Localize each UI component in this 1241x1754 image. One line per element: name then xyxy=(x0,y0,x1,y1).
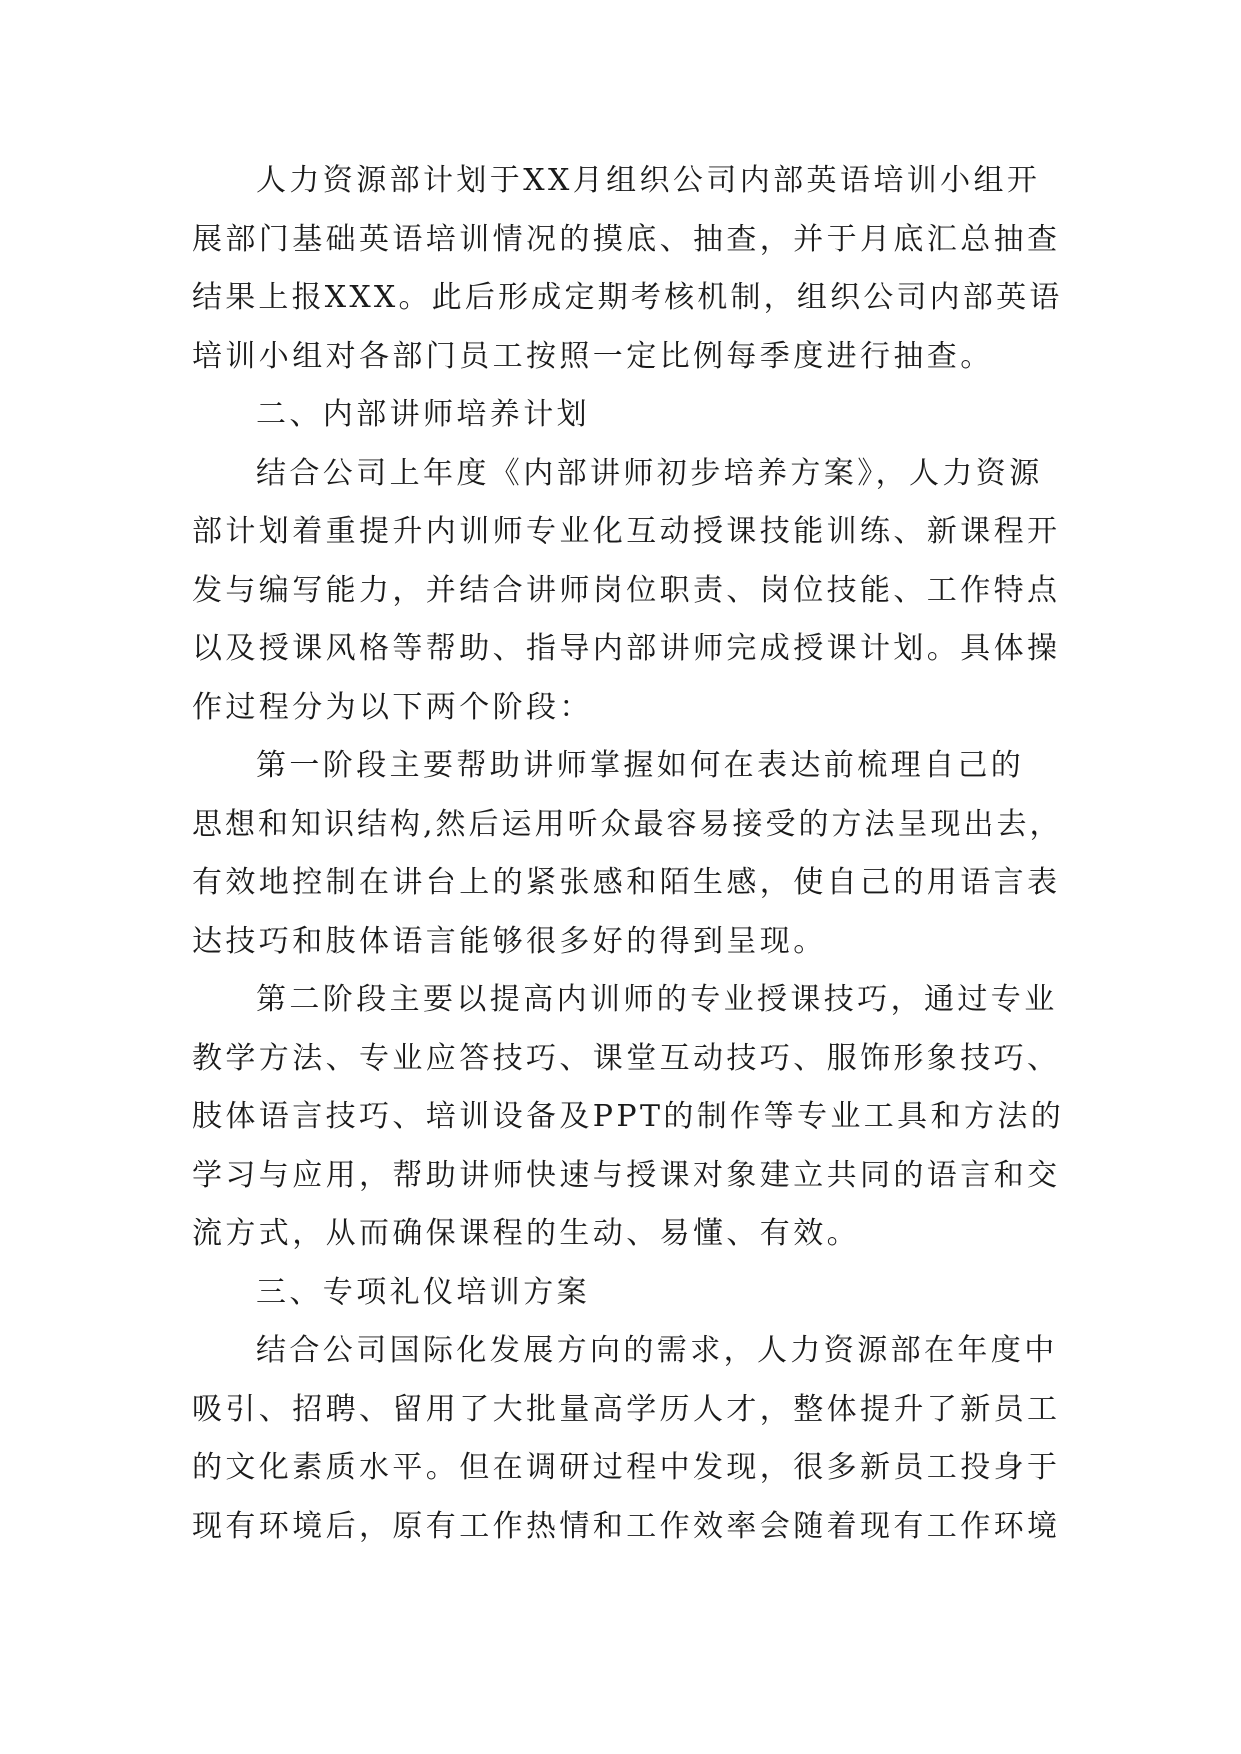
text-line: 结合公司上年度《内部讲师初步培养方案》，人力资源 xyxy=(256,455,1043,491)
section-heading-3 xyxy=(192,1264,1064,1323)
paragraph-section-2 xyxy=(192,445,1064,738)
section-heading-2 xyxy=(192,386,1064,445)
text-line: 流方式，从而确保课程的生动、易懂、有效。 xyxy=(192,1216,860,1251)
text-line: 培训小组对各部门员工按照一定比例每季度进行抽查。 xyxy=(192,338,994,374)
text-line: 作过程分为以下两个阶段： xyxy=(192,689,593,725)
heading-line: 三、专项礼仪培训方案 xyxy=(256,1274,590,1310)
text-line: 学习与应用，帮助讲师快速与授课对象建立共同的语言和交 xyxy=(192,1157,1061,1193)
text-line: 展部门基础英语培训情况的摸底、抽查，并于月底汇总抽查 xyxy=(192,221,1061,257)
paragraph-section-3 xyxy=(192,1322,1064,1556)
paragraph-stage-1 xyxy=(192,737,1064,971)
text-line: 肢体语言技巧、培训设备及PPT的制作等专业工具和方法的 xyxy=(192,1099,1065,1134)
text-line: 部计划着重提升内训师专业化互动授课技能训练、新课程开 xyxy=(192,514,1061,549)
text-line: 吸引、招聘、留用了大批量高学历人才，整体提升了新员工 xyxy=(192,1391,1061,1427)
text-line: 结果上报XXX。此后形成定期考核机制，组织公司内部英语 xyxy=(192,280,1063,315)
text-line: 现有环境后，原有工作热情和工作效率会随着现有工作环境 xyxy=(192,1508,1061,1544)
text-line: 教学方法、专业应答技巧、课堂互动技巧、服饰形象技巧、 xyxy=(192,1040,1061,1076)
text-line: 思想和知识结构,然后运用听众最容易接受的方法呈现出去， xyxy=(192,806,1063,842)
text-line: 以及授课风格等帮助、指导内部讲师完成授课计划。具体操 xyxy=(192,631,1061,666)
text-line: 达技巧和肢体语言能够很多好的得到呈现。 xyxy=(192,923,827,959)
paragraph-stage-2 xyxy=(192,971,1064,1264)
text-line: 第二阶段主要以提高内训师的专业授课技巧，通过专业 xyxy=(256,982,1058,1017)
document-body xyxy=(192,152,1064,1556)
text-line: 的文化素质水平。但在调研过程中发现，很多新员工投身于 xyxy=(192,1450,1061,1485)
text-line: 人力资源部计划于XX月组织公司内部英语培训小组开 xyxy=(256,163,1041,198)
text-line: 结合公司国际化发展方向的需求，人力资源部在年度中 xyxy=(256,1333,1058,1368)
text-line: 发与编写能力，并结合讲师岗位职责、岗位技能、工作特点 xyxy=(192,572,1061,608)
text-line: 第一阶段主要帮助讲师掌握如何在表达前梳理自己的 xyxy=(256,748,1025,783)
heading-line: 二、内部讲师培养计划 xyxy=(256,397,590,432)
text-line: 有效地控制在讲台上的紧张感和陌生感，使自己的用语言表 xyxy=(192,865,1061,900)
paragraph-intro xyxy=(192,152,1064,386)
